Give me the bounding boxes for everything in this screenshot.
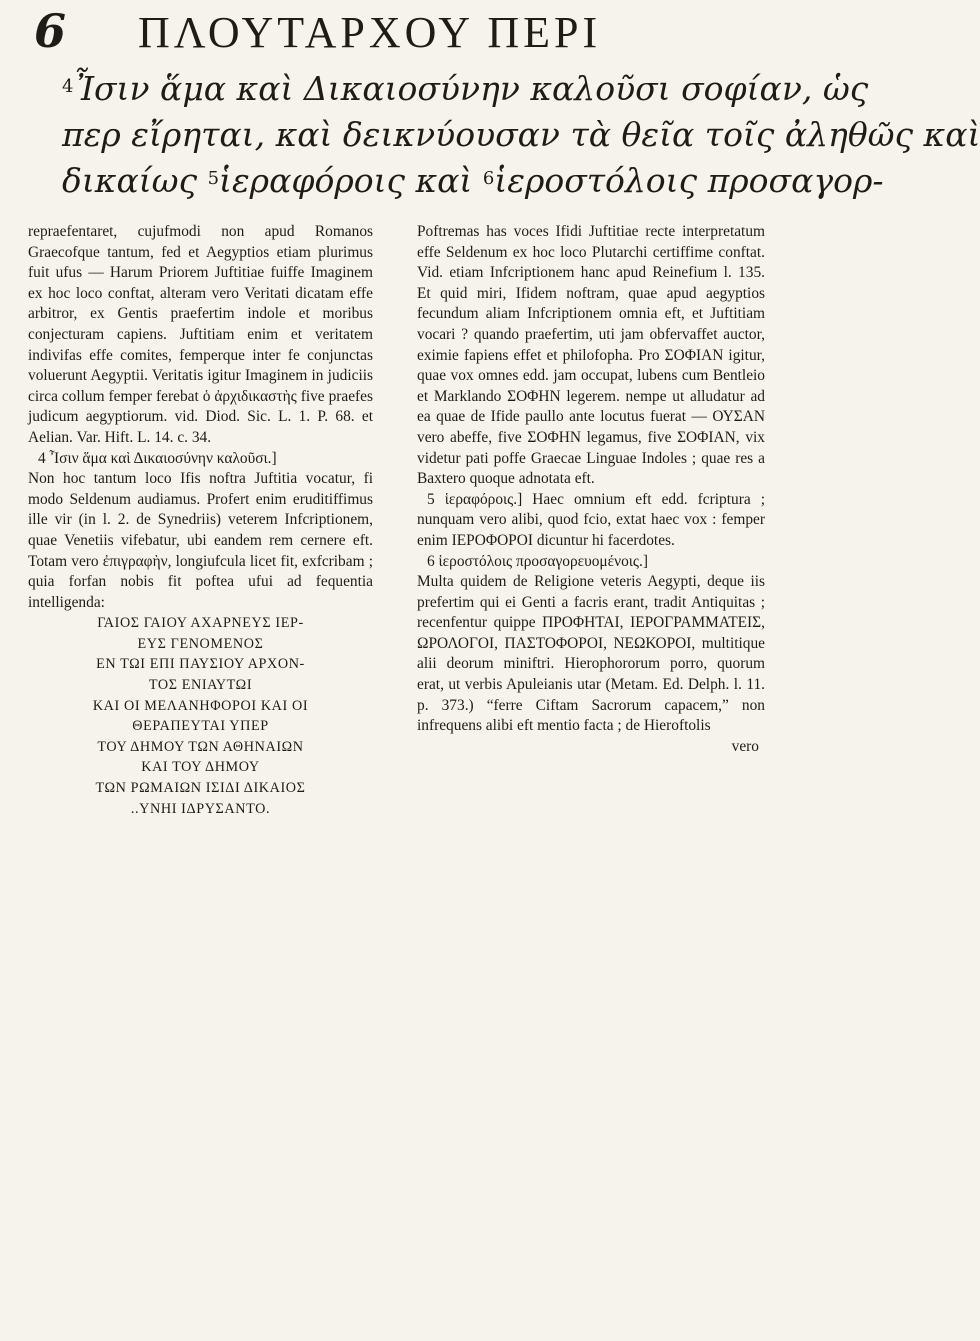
inscription [28, 613, 373, 819]
greek-line-3: δικαίως $^5$ἱεραφόροις καὶ $^6$ἱεροστόλοις προσαγορ- [62, 161, 884, 200]
running-head [34, 4, 774, 64]
inscription-line: ΤΟΣ ΕΝΙΑΥΤΩΙ [148, 677, 253, 694]
greek-line-2: περ εἴρηται, καὶ δεικνύουσαν τὰ θεῖα τοῖς ἀληθῶς καὶ [62, 115, 980, 154]
inscription-line: ΕΥΣ ΓΕΝΟΜΕΝΟΣ [137, 635, 264, 652]
greek-line-1: $^4$Ἶσιν ἅμα καὶ Δικαιοσύνην καλοῦσι σοφίαν, ὡς [62, 69, 869, 108]
note-marker-6: 6 [482, 168, 495, 189]
inscription-line: ΚΑΙ ΤΟΥ ΔΗΜΟΥ [141, 759, 260, 776]
note-5 [417, 490, 765, 552]
inscription-line: ΓΑΙΟΣ ΓΑΙΟΥ ΑΧΑΡΝΕΥΣ ΙΕΡ- [97, 615, 304, 632]
running-title: ΠΛΟΥΤΑΡΧΟΥ ΠΕΡΙ [138, 8, 602, 57]
right-column [417, 222, 765, 757]
right-paragraph-3: Multa quidem de Religione veteris Aegypti, deque iis prefertim qui ei Genti a facris erant, tradit Antiquitas ; recenfentur quippe ΠΡΟΦΗΤΑΙ, ΙΕΡΟΓΡΑΜΜΑΤΕΙΣ, ΩΡΟΛΟΓΟΙ, ΠΑΣΤΟΦΟΡΟΙ, ΝΕΩΚΟΡΟΙ, multitique alii deorum miniftri. Hierophororum porro, quorum erat, ut verbis Apuleianis utar (Metam. Ed. Delph. l. 11. p. 373.) “ferre Ciftam Sacrorum capacem,” non infrequens alibi eft mentio facta ; de Hieroftolis [417, 573, 765, 735]
note-6-lemma: 6 ἱεροστόλοις προσαγορευομένοις.] [427, 552, 648, 570]
catchword: vero [731, 737, 759, 755]
note-marker-4: 4 [62, 76, 74, 97]
inscription-line: ΘΕΡΑΠΕΥΤΑΙ ΥΠΕΡ [132, 718, 269, 735]
inscription-line: ΤΩΝ ΡΩΜΑΙΩΝ ΙΣΙΔΙ ΔΙΚΑΙΟΣ [95, 780, 306, 797]
left-paragraph-1: repraefentaret, cujufmodi non apud Romanos Graecofque tantum, fed et Aegyptios etiam plurimus fuit ufus — Harum Priorem Juftitiae fuiffe Imaginem ex hoc loco conftat, alteram vero Veritati dicatam effe arbitror, ex Gentis praefertim indole et moribus conjecturam capiens. Juftitiam enim et veritatem indivifas effe comites, femperque inter fe conjunctas voluerunt Aegyptii. Veritatis igitur Imaginem in judiciis circa collum femper ferebat ὁ ἀρχιδικαστὴς five praefes judicum aegyptiorum. vid. Diod. Sic. L. 1. P. 68. et Aelian. Var. Hift. L. 14. c. 34. [28, 223, 373, 446]
inscription-line: ..ΥΝΗΙ ΙΔΡΥΣΑΝΤΟ. [130, 800, 271, 817]
inscription-line: ΚΑΙ ΟΙ ΜΕΛΑΝΗΦΟΡΟΙ ΚΑΙ ΟΙ [92, 697, 309, 714]
left-paragraph-2: Non hoc tantum loco Ifis noftra Juftitia vocatur, fi modo Seldenum audiamus. Profert enim eruditiffimus ille vir (in l. 2. de Synedriis) veterem Infcriptionem, quae Venetiis vifebatur, ubi eandem rem cernere eft. Totam vero ἐπιγραφὴν, longiufcula licet fit, exfcribam ; quia forfan nobis fit poftea ufui ad fequentia intelligenda: [28, 470, 373, 611]
inscription-line: ΕΝ ΤΩΙ ΕΠΙ ΠΑΥΣΙΟΥ ΑΡΧΟΝ- [96, 656, 305, 673]
greek-main-text [62, 66, 980, 204]
page-number: 6 [34, 4, 67, 58]
note-4-lemma: 4 Ἶσιν ἅμα καὶ Δικαιοσύνην καλοῦσι.] [38, 449, 277, 467]
note-5-lemma: 5 ἱεραφόροις.] [427, 490, 523, 508]
note-5-text: Haec omnium eft edd. fcriptura ; nunquam vero alibi, quod fcio, extat haec vox : femper enim ΙΕΡΟΦΟΡΟΙ dicuntur hi facerdotes. [417, 490, 765, 549]
left-column [28, 222, 373, 819]
inscription-line: ΤΟΥ ΔΗΜΟΥ ΤΩΝ ΑΘΗΝΑΙΩΝ [97, 738, 304, 755]
note-marker-5: 5 [207, 168, 220, 189]
right-paragraph-1: Poftremas has voces Ifidi Juftitiae recte interpretatum effe Seldenum ex hoc loco Plutarchi certiffime conftat. Vid. etiam Infcriptionem hanc apud Reinefium l. 135. Et quid miri, Ifidem noftram, quae apud aegyptios fecundum aliam Infcriptionem omnia eft, et Juftitiam vocari ? quando praefertim, uti jam obfervaffet auctor, eximie fapiens effet et philofopha. Pro ΣΟΦΙΑΝ igitur, quae vox omnes edd. jam occupat, lubens cum Bentleio et Marklando ΣΟΦΗΝ legerem. nempe ut alludatur ad ea quae de Ifide paullo ante locutus fuerat — ΟΥΣΑΝ vero abeffe, five ΣΟΦΗΝ legamus, five ΣΟΦΙΑΝ, vix videtur pati poffe Graecae Linguae Indoles ; quae res a Baxtero quoque adnotata eft. [417, 223, 765, 488]
